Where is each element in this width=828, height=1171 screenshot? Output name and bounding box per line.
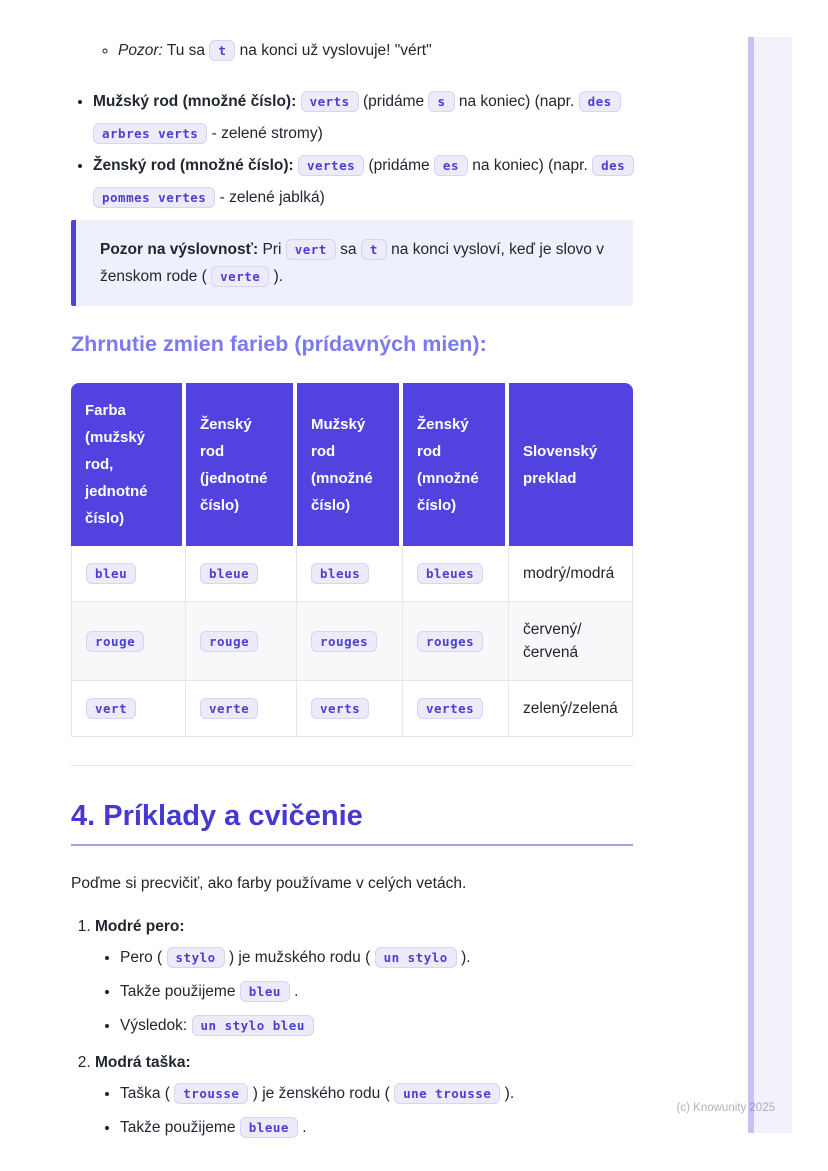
code-chip: rouge xyxy=(86,631,144,652)
code-chip: rouges xyxy=(311,631,377,652)
code-chip: vert xyxy=(86,698,136,719)
code-chip: verts xyxy=(311,698,369,719)
column-header-color: Farba (mužský rod, jednotné číslo) xyxy=(71,383,186,546)
practice-point: • Pero ( stylo ) je mužského rodu ( un stylo ). xyxy=(120,942,633,974)
inline-code-chip: une trousse xyxy=(394,1083,500,1104)
list-item-masculine-plural: • Mužský rod (množné číslo): verts (pridáme s na koniec) (napr. des arbres verts - zelené stromy) xyxy=(93,86,633,150)
table-row xyxy=(71,546,633,602)
practice-item-points xyxy=(95,1078,633,1144)
inline-code-chip: t xyxy=(361,239,387,260)
callout-text: Pozor na výslovnosť: Pri vert sa t na konci vysloví, keď je slovo v ženskom rode ( verte ). xyxy=(100,241,604,285)
inline-code-chip: verts xyxy=(301,91,359,112)
inline-code-chip: des pommes vertes xyxy=(93,155,634,208)
practice-point: • Taška ( trousse ) je ženského rodu ( une trousse ). xyxy=(120,1078,633,1110)
code-chip: bleue xyxy=(200,563,258,584)
code-chip: bleu xyxy=(86,563,136,584)
translation-cell: červený/červená xyxy=(509,602,633,681)
column-header-masc-plural: Mužský rod (množné číslo) xyxy=(297,383,403,546)
section-heading: 4. Príklady a cvičenie xyxy=(71,798,633,846)
page-edge-band xyxy=(748,37,792,1133)
table-row xyxy=(71,602,633,681)
column-header-fem-singular: Ženský rod (jednotné číslo) xyxy=(186,383,297,546)
inline-code-chip: verte xyxy=(211,266,269,287)
summary-heading: Zhrnutie zmien farieb (prídavných mien): xyxy=(71,332,487,356)
gender-rules-list xyxy=(71,86,633,214)
code-chip: vertes xyxy=(417,698,483,719)
code-chip: rouge xyxy=(200,631,258,652)
code-chip: rouges xyxy=(417,631,483,652)
practice-intro: Poďme si precvičiť, ako farby používame v celých vetách. xyxy=(71,875,467,892)
inline-code-chip: s xyxy=(428,91,454,112)
document-content xyxy=(71,0,633,1154)
inline-code-chip: trousse xyxy=(174,1083,248,1104)
practice-point: • Výsledok: un stylo bleu xyxy=(120,1010,633,1042)
inline-code-chip: es xyxy=(434,155,468,176)
practice-item-title: Modré pero: xyxy=(95,918,185,935)
practice-point: • Takže použijeme bleu . xyxy=(120,976,633,1008)
section-divider xyxy=(71,765,633,766)
code-chip: bleus xyxy=(311,563,369,584)
inline-code-chip: un stylo bleu xyxy=(192,1015,314,1036)
column-header-fem-plural: Ženský rod (množné číslo) xyxy=(403,383,509,546)
column-header-translation: Slovenský preklad xyxy=(509,383,633,546)
table-row xyxy=(71,681,633,737)
copyright-notice: (c) Knowunity 2025 xyxy=(676,1102,775,1114)
inline-code-chip: bleu xyxy=(240,981,290,1002)
pronunciation-note: ◦ Pozor: Tu sa t na konci už vyslovuje! "vért" xyxy=(118,38,633,64)
practice-list xyxy=(71,916,633,1144)
list-item-feminine-plural: • Ženský rod (množné číslo): vertes (pridáme es na koniec) (napr. des pommes vertes - zelené jablká) xyxy=(93,150,633,214)
inline-code-chip: des arbres verts xyxy=(93,91,621,144)
inline-code-chip: bleue xyxy=(240,1117,298,1138)
table-header xyxy=(71,383,633,546)
pronunciation-callout xyxy=(71,220,633,306)
translation-cell: zelený/zelená xyxy=(509,681,633,737)
practice-item xyxy=(95,1052,633,1144)
code-chip: verte xyxy=(200,698,258,719)
inline-code-chip: vertes xyxy=(298,155,364,176)
practice-item-points xyxy=(95,942,633,1042)
practice-item xyxy=(95,916,633,1042)
inline-code-chip: t xyxy=(209,40,235,61)
practice-item-title: Modrá taška: xyxy=(95,1054,191,1071)
translation-cell: modrý/modrá xyxy=(509,546,633,602)
carryover-sub-list xyxy=(71,0,633,64)
inline-code-chip: vert xyxy=(286,239,336,260)
inline-code-chip: un stylo xyxy=(375,947,457,968)
inline-code-chip: stylo xyxy=(167,947,225,968)
code-chip: bleues xyxy=(417,563,483,584)
practice-point: • Takže použijeme bleue . xyxy=(120,1112,633,1144)
color-forms-table xyxy=(71,383,633,737)
